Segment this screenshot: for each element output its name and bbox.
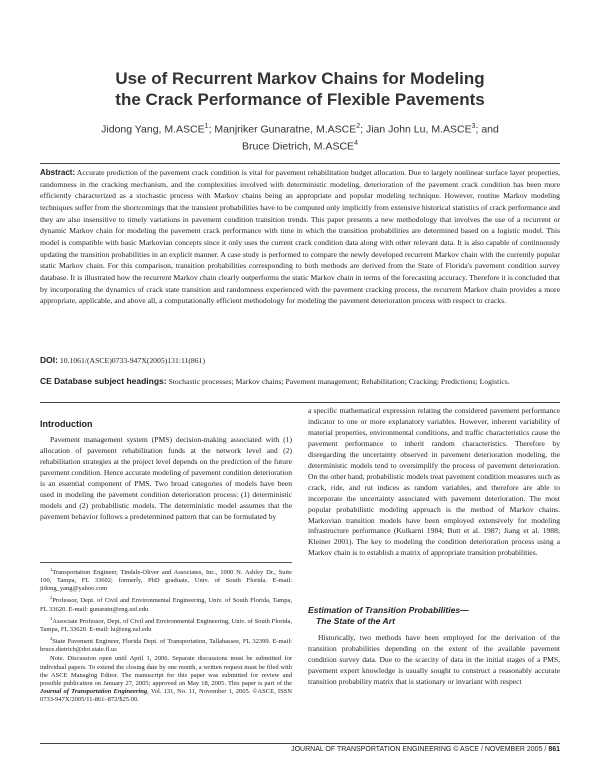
page-footer <box>291 746 560 753</box>
footnote-3-text: Associate Professor, Dept. of Civil and Environmental Engineering, Univ. of South Florida, Tampa, FL 33620. E-mail: lu@eng.usf.edu <box>40 617 292 634</box>
footnote-1-text: Transportation Engineer, Tindale-Oliver and Associates, Inc., 1000 N. Ashley Dr., Suite 100, Tampa, FL 33602; formerly, PhD graduate, Univ. of South Florida. E-mail: jidong_yang@yahoo.com <box>40 569 292 593</box>
section-heading-introduction: Introduction <box>40 419 93 429</box>
footnote-2-text: Professor, Dept. of Civil and Environmental Engineering, Univ. of South Florida, Tampa, FL 33620. E-mail: gunaratn@eng.usf.edu <box>40 597 292 613</box>
author-lu-sup: 3 <box>471 123 476 130</box>
estimation-heading-line-1: Estimation of Transition Probabilities— <box>308 605 469 615</box>
footnote-1-sup: 1 <box>50 567 53 572</box>
footnote-2 <box>40 594 292 613</box>
footer-journal: JOURNAL OF TRANSPORTATION ENGINEERING © ASCE / NOVEMBER 2005 / <box>291 746 547 753</box>
note-journal-name: Journal of Transportation Engineering <box>40 687 148 695</box>
footnote-3-sup: 3 <box>50 615 53 621</box>
author-line-2 <box>60 137 540 154</box>
author-list <box>60 120 540 153</box>
abstract-label: Abstract: <box>40 168 76 177</box>
doi-label: DOI: <box>40 355 58 365</box>
estimation-heading-line-2: The State of the Art <box>316 615 395 626</box>
subject-headings <box>40 376 560 388</box>
intro-paragraph: Pavement management system (PMS) decision-making associated with (1) allocation of pavement rehabilitation funds at the network level and (2) rehabilitation strategies at the project level depends on the prediction of the future pavement condition. Hence accurate modeling of pavement condition deterioration is an essential component of PMS. Two broad categories of models have been used in modeling the pavement condition deterioration process: (1) deterministic models and (2) probabilistic models. The deterministic model assumes that the pavement behavior follows a predetermined pattern that can be formulated by <box>40 435 292 521</box>
title-line-1: Use of Recurrent Markov Chains for Modeling <box>115 69 485 88</box>
doi-value: 10.1061/(ASCE)0733-947X(2005)131:11(861) <box>59 356 205 365</box>
subject-headings-text: Stochastic processes; Markov chains; Pavement management; Rehabilitation; Cracking; Predictions; Logistics. <box>168 377 510 386</box>
footnote-4-sup: 4 <box>50 636 53 642</box>
title-line-2: the Crack Performance of Flexible Pavements <box>115 90 485 109</box>
footnote-4 <box>40 635 292 654</box>
abstract-bottom-rule <box>40 402 560 403</box>
section-heading-estimation <box>308 605 560 626</box>
left-column <box>40 435 292 523</box>
page-number: 861 <box>548 746 560 753</box>
right-column-paragraph-2: Historically, two methods have been employed for the derivation of the transition probabilities depending on the extent of the available pavement condition survey data. Due to the scarcity of data in the initial stages of a PMS, pavement expert knowledge is usually sought to construct a reasonably accurate transition probability matrix that is stationary or invariant with respect <box>308 633 560 686</box>
subject-headings-label: CE Database subject headings: <box>40 376 167 386</box>
abstract-top-rule <box>40 163 560 164</box>
right-column <box>308 406 560 559</box>
footnote-3 <box>40 615 292 634</box>
footnote-2-sup: 2 <box>50 595 53 601</box>
abstract-text: Accurate prediction of the pavement crack condition is vital for pavement rehabilitation budget allocation. Due to largely nonlinear surface layer properties, randomness in the cracking mechanism, and the complexities involved with deterministic modeling, deterioration of the pavement crack condition has been more efficiently characterized as a stochastic process with Markov chains being an appropriate and popular modeling technique. However, routine Markov modeling techniques suffer from the shortcomings that the transient probabilities have to be computed only implicitly from extensive historical statistics of crack performance and they are also insensitive to timely variations in pavement condition transition trends. This paper presents a new methodology that involves the use of a recurrent or dynamic Markov chain for modeling the pavement crack performance with time in which the transition probabilities are determined based on a logistic model. This model is compatible with basic Markovian concepts since it only uses the current crack condition data along with other relevant data. It is also capable of continuously updating the transition probabilities in an explicit manner. A case study is performed to compare the newly developed recurrent Markov chain with the currently popular static Markov chain. For this comparison, transition probabilities corresponding to both methods are derived from the State of Florida's pavement condition survey database. It is illustrated how the recurrent Markov chain clearly outperforms the static Markov chain in terms of the forecasting accuracy. Therefore it is concluded that by incorporating the dynamics of crack state transition and randomness experienced with the pavement cracking process, the recurrent Markov chain provides a more appropriate, applicable, and above all, a computationally efficient methodology for modeling the pavement deterioration process with respect to cracks. <box>40 168 560 306</box>
footer-rule <box>40 743 560 744</box>
note-text-b: , Vol. 131, No. 11, November 1, 2005. ©ASCE, ISSN 0733-947X/2005/11-861–872/$25.00. <box>40 687 292 703</box>
right-column-paragraph-1: a specific mathematical expression relating the considered pavement performance indicator to one or more explanatory variables. However, inherent variability of material properties, environmental conditions, and traffic characteristics cause the pavement performance to inherit random characteristics. Therefore by disregarding the uncertainty observed in pavement deterioration modeling, the deterministic models tend to oversimplify the process of pavement deterioration. On the other hand, probabilistic models treat pavement condition measures such as crack, ride, and rut indices as random variables, and therefore are able to incorporate the uncertainty associated with pavement deterioration. The most popular probabilistic modeling approach is the method of Markov chains. Markovian transition models have been employed extensively for modeling infrastructure performance (Kulkarni 1984; Butt et al. 1987; Jiang et al. 1988; Kleiner 2001). The key to modeling the condition deterioration process using a Markov chain is to establish a matrix of appropriate transition probabilities. <box>308 406 560 558</box>
author-gunaratne: ; Manjriker Gunaratne, M.ASCE <box>208 123 357 136</box>
right-column-section-2 <box>308 633 560 688</box>
footnotes <box>40 566 292 705</box>
footnote-note <box>40 655 292 704</box>
abstract <box>40 167 560 307</box>
author-yang-sup: 1 <box>204 123 209 130</box>
footnote-1 <box>40 566 292 593</box>
author-and: ; and <box>475 123 499 136</box>
author-lu: ; Jian John Lu, M.ASCE <box>360 123 472 136</box>
author-dietrich: Bruce Dietrich, M.ASCE <box>242 140 355 152</box>
author-line-1 <box>60 120 540 137</box>
author-gunaratne-sup: 2 <box>356 123 361 130</box>
author-yang: Jidong Yang, M.ASCE <box>101 123 205 136</box>
paper-title <box>60 68 540 110</box>
note-text-a: Note. Discussion open until April 1, 2006. Separate discussions must be submitted for individual papers. To extend the closing date by one month, a written request must be filed with the ASCE Managing Editor. The manuscript for this paper was submitted for review and possible publication on January 27, 2005; approved on May 18, 2005. This paper is part of the <box>40 655 292 687</box>
author-dietrich-sup: 4 <box>354 139 358 147</box>
footnote-rule <box>40 562 292 563</box>
doi <box>40 355 560 366</box>
footnote-4-text: State Pavement Engineer, Florida Dept. of Transportation, Tallahassee, FL 32399. E-mail: bruce.dietrich@dot.state.fl.us <box>40 638 292 654</box>
